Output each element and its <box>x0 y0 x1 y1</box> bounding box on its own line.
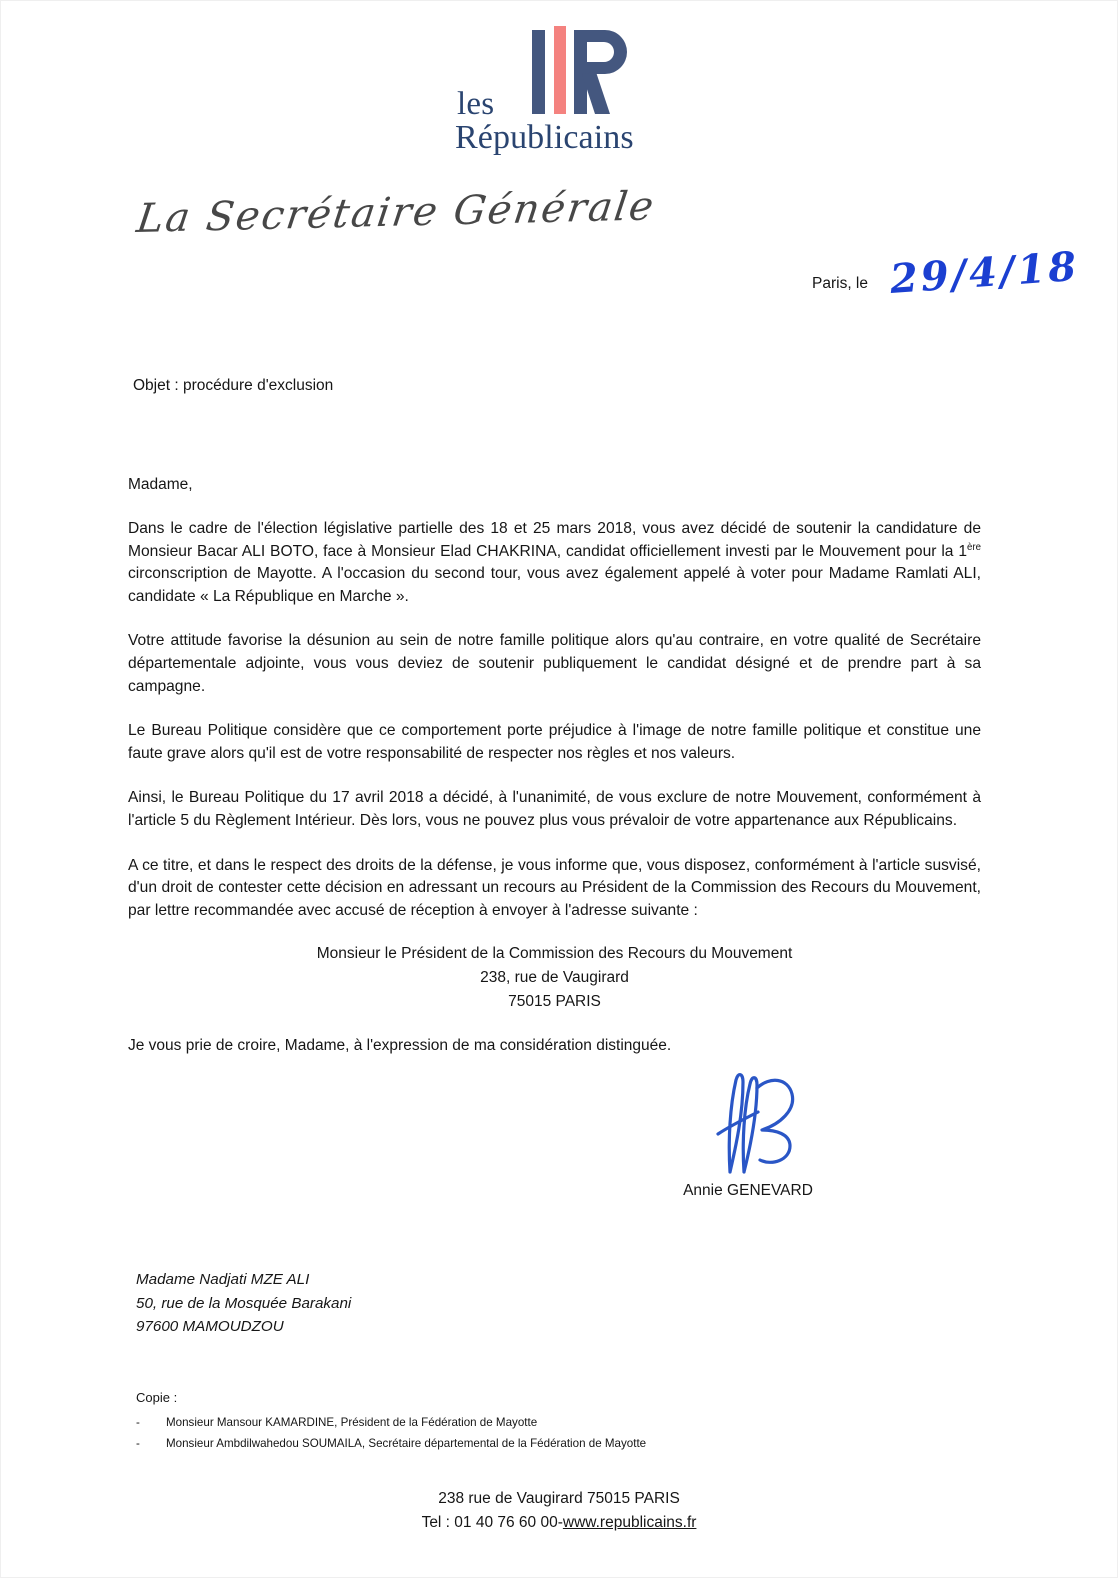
copies-label: Copie : <box>136 1390 178 1405</box>
logo-word-republicains: Républicains <box>455 119 634 156</box>
footer-website-link[interactable]: www.republicains.fr <box>562 1514 697 1531</box>
ir-monogram-icon <box>522 26 632 114</box>
logo-les-republicains <box>450 26 680 166</box>
paragraph-5: A ce titre, et dans le respect des droits de la défense, je vous informe que, vous disposez, conformément à l'article susvisé, d'un droit de contester cette décision en adressant un recours au Président de la Commission des Recours du Mouvement, par lettre recommandée avec accusé de réception à envoyer à l'adresse suivante : <box>128 856 981 919</box>
recourse-address-line-2: 238, rue de Vaugirard <box>480 969 629 986</box>
subject-line: Objet : procédure d'exclusion <box>133 377 334 394</box>
salutation: Madame, <box>128 476 193 493</box>
copy-bullet-dash: - <box>136 1437 140 1450</box>
paragraph-4: Ainsi, le Bureau Politique du 17 avril 2018 a décidé, à l'unanimité, de vous exclure de notre Mouvement, conformément à l'article 5 du Règlement Intérieur. Dès lors, vous ne pouvez plus vous prévaloir de votre appartenance aux Républicains. <box>128 789 981 829</box>
recourse-address-block <box>128 942 981 1014</box>
signer-name: Annie GENEVARD <box>683 1182 813 1199</box>
date-label: Paris, le <box>812 275 868 292</box>
letter-body <box>128 518 981 922</box>
logo-word-les: les <box>457 86 495 122</box>
recipient-line-3: 97600 MAMOUDZOU <box>136 1318 284 1335</box>
copy-bullet-dash: - <box>136 1416 140 1429</box>
copy-item-text: Monsieur Mansour KAMARDINE, Président de la Fédération de Mayotte <box>166 1416 538 1429</box>
footer-tel: Tel : 01 40 76 60 00- <box>421 1514 563 1531</box>
recipient-line-2: 50, rue de la Mosquée Barakani <box>136 1294 352 1312</box>
script-heading-secretaire-generale: La Secrétaire Générale <box>134 183 659 242</box>
paragraph-2: Votre attitude favorise la désunion au sein de notre famille politique alors qu'au contraire, en votre qualité de Secrétaire départementale adjointe, vous vous deviez de soutenir publiquement le candidat désigné et de prendre part à sa campagne. <box>128 632 981 695</box>
paragraph-1-text-a: Dans le cadre de l'élection législative partielle des 18 et 25 mars 2018, vous avez décidé de soutenir la candidature de Monsieur Bacar ALI BOTO, face à Monsieur Elad CHAKRINA, candidat officiellement investi par le Mouvement pour la 1 <box>128 520 981 560</box>
paragraph-1 <box>128 518 981 608</box>
recipient-line-1: Madame Nadjati MZE ALI <box>136 1271 310 1288</box>
copy-item-text: Monsieur Ambdilwahedou SOUMAILA, Secrétaire départemental de la Fédération de Mayotte <box>166 1437 647 1450</box>
footer-address: 238 rue de Vaugirard 75015 PARIS <box>438 1490 680 1507</box>
page-footer <box>0 1487 1118 1535</box>
copies-list <box>136 1412 896 1454</box>
recourse-address-line-1: Monsieur le Président de la Commission des Recours du Mouvement <box>316 945 793 962</box>
recipient-address-block <box>136 1268 351 1339</box>
copy-item <box>136 1433 896 1454</box>
copy-item <box>136 1412 896 1433</box>
recourse-address-line-3: 75015 PARIS <box>508 993 601 1010</box>
footer-contact <box>0 1511 1118 1535</box>
paragraph-1-text-b: circonscription de Mayotte. A l'occasion du second tour, vous avez également appelé à voter pour Madame Ramlati ALI, candidate « La République en Marche ». <box>128 565 981 605</box>
closing-formula: Je vous prie de croire, Madame, à l'expression de ma considération distinguée. <box>128 1037 672 1054</box>
paragraph-3: Le Bureau Politique considère que ce comportement porte préjudice à l'image de notre famille politique et constitue une faute grave alors qu'il est de votre responsabilité de respecter nos règles et nos valeurs. <box>128 722 981 762</box>
handwritten-date: 29/4/18 <box>888 242 1081 303</box>
ordinal-suffix: ère <box>967 541 981 553</box>
handwritten-signature-icon <box>700 1068 820 1178</box>
